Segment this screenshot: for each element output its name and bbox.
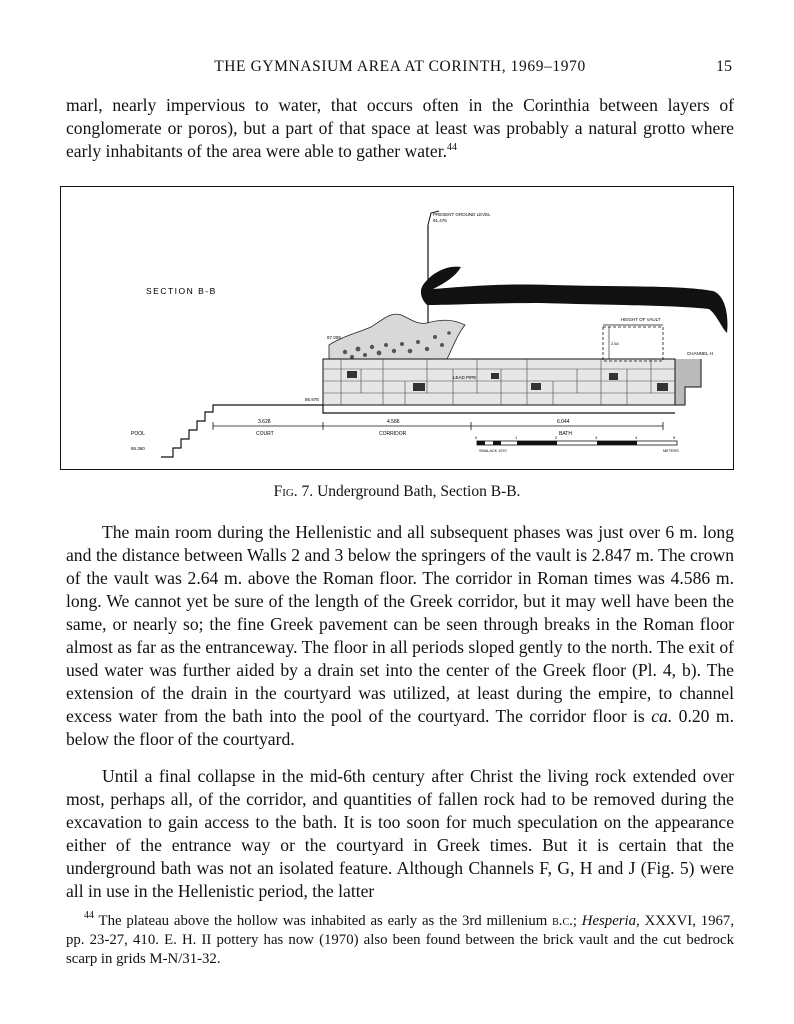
dim-bath-value: 6.044 bbox=[557, 419, 570, 425]
section-drawing-svg bbox=[61, 187, 732, 468]
dim-corridor-value: 4.586 bbox=[387, 419, 400, 425]
lead-pipe-label: LEAD PIPE bbox=[453, 375, 477, 380]
vault-value: 2.64 bbox=[611, 341, 619, 346]
scale-tick-2: 2 bbox=[555, 435, 558, 440]
end-wall bbox=[675, 359, 701, 405]
dim-court-value: 3.628 bbox=[258, 419, 271, 425]
figure-number: Fig. 7. bbox=[273, 483, 314, 500]
scale-tick-5: 5 bbox=[673, 435, 676, 440]
body-paragraph-2 bbox=[66, 765, 734, 903]
elev-pool: 86.360 bbox=[131, 446, 145, 451]
masonry-strip bbox=[323, 359, 675, 405]
ground-level-value: 91.476 bbox=[433, 218, 447, 223]
footnote-ref[interactable]: 44 bbox=[447, 142, 458, 153]
dim-court-label: COURT bbox=[256, 431, 274, 437]
elev-court: 86.978 bbox=[305, 397, 319, 402]
scale-bar bbox=[477, 441, 677, 445]
footnote-bc: b.c. bbox=[552, 913, 573, 929]
dim-corridor-label: CORRIDOR bbox=[379, 431, 407, 437]
running-header bbox=[66, 58, 734, 80]
elev-top: 87.009 bbox=[327, 335, 341, 340]
footnote-text-b: XXXVI, 1967, pp. 23-27, 410. E. H. II pottery has now (1970) also been found between the brick vault and the cut bedrock scarp in grids M-N/31-32. bbox=[66, 913, 735, 967]
bedrock-slab bbox=[421, 267, 728, 333]
footnote-number: 44 bbox=[84, 910, 94, 921]
paragraph-1-text: The main room during the Hellenistic and all subsequent phases was just over 6 m. long and the distance between Walls 2 and 3 below the springers of the vault is 2.847 m. The crown of the vault was 2.64 m. above the Roman floor. The corridor in Roman times was 4.586 m. long. We cannot yet be sure of the length of the Greek corridor, but it may well have been the same, or nearly so; the fine Greek pavement can be seen through breaks in the Roman floor almost as far as the entranceway. The floor in all periods sloped gently to the north. The exit of used water was further aided by a drain set into the center of the Greek floor (Pl. 4, b). The extension of the drain in the courtyard was utilized, at least during the empire, to channel excess water from the bath into the pool of the courtyard. The corridor floor is bbox=[66, 522, 734, 726]
top-paragraph bbox=[66, 94, 734, 163]
rubble-fill bbox=[329, 314, 465, 363]
footnote: $^{44}$ The plateau above the hollow was inhabited as early as the 3rd millenium b.c.; Hesperia, XXXVI, 1967, pp. 23-27, 410. E. H. II pottery has now (1970) also been found between the brick vault and the cut bedrock scarp in grids M-N/31-32. bbox=[66, 910, 735, 967]
ground-level-label: PRESENT GROUND LEVEL bbox=[433, 212, 491, 217]
footnote-journal: Hesperia, bbox=[581, 913, 640, 929]
page-number: 15 bbox=[716, 58, 732, 75]
section-label: SECTION B-B bbox=[146, 286, 217, 296]
pool-label: POOL bbox=[131, 431, 145, 437]
figure-caption bbox=[60, 483, 734, 501]
top-paragraph-text: marl, nearly impervious to water, that occurs often in the Corinthia between layers of conglomerate or poros), but a part of that space at least was probably a natural grotto where early inhabitants of the area were able to gather water. bbox=[66, 95, 734, 161]
scale-tick-3: 3 bbox=[595, 435, 598, 440]
footnote-text-a: The plateau above the hollow was inhabited as early as the 3rd millenium bbox=[98, 913, 548, 929]
scale-tick-4: 4 bbox=[635, 435, 638, 440]
running-title: THE GYMNASIUM AREA AT CORINTH, 1969–1970 bbox=[214, 58, 586, 75]
scale-signature: SMALACK 1970 bbox=[479, 449, 507, 453]
scale-tick-0: 0 bbox=[475, 435, 478, 440]
channel-label: CHANNEL H bbox=[687, 351, 713, 356]
figure-section-drawing bbox=[60, 186, 734, 470]
body-paragraph-1 bbox=[66, 521, 734, 751]
caption-text: Underground Bath, Section B-B. bbox=[317, 483, 521, 500]
paragraph-1-end: 0.20 m. below the floor of the courtyard. bbox=[66, 706, 734, 749]
scale-unit: METERS bbox=[663, 449, 679, 453]
dim-bath-label: BATH bbox=[559, 431, 572, 437]
vault-label: HEIGHT OF VAULT bbox=[621, 317, 661, 322]
scale-tick-1: 1 bbox=[515, 435, 518, 440]
paragraph-1-ca: ca. bbox=[651, 706, 673, 726]
paragraph-2-text: Until a final collapse in the mid-6th century after Christ the living rock extended over most, perhaps all, of the corridor, and quantities of fallen rock had to be removed during the excavation to gain access to the bath. It is too soon for much speculation on the appearance either of the entrance way or the courtyard in Greek times. But it is certain that the underground bath was not an isolated feature. Although Channels F, G, H and J (Fig. 5) were all in use in the Hellenistic period, the latter bbox=[66, 766, 734, 901]
ground-line bbox=[161, 405, 675, 457]
